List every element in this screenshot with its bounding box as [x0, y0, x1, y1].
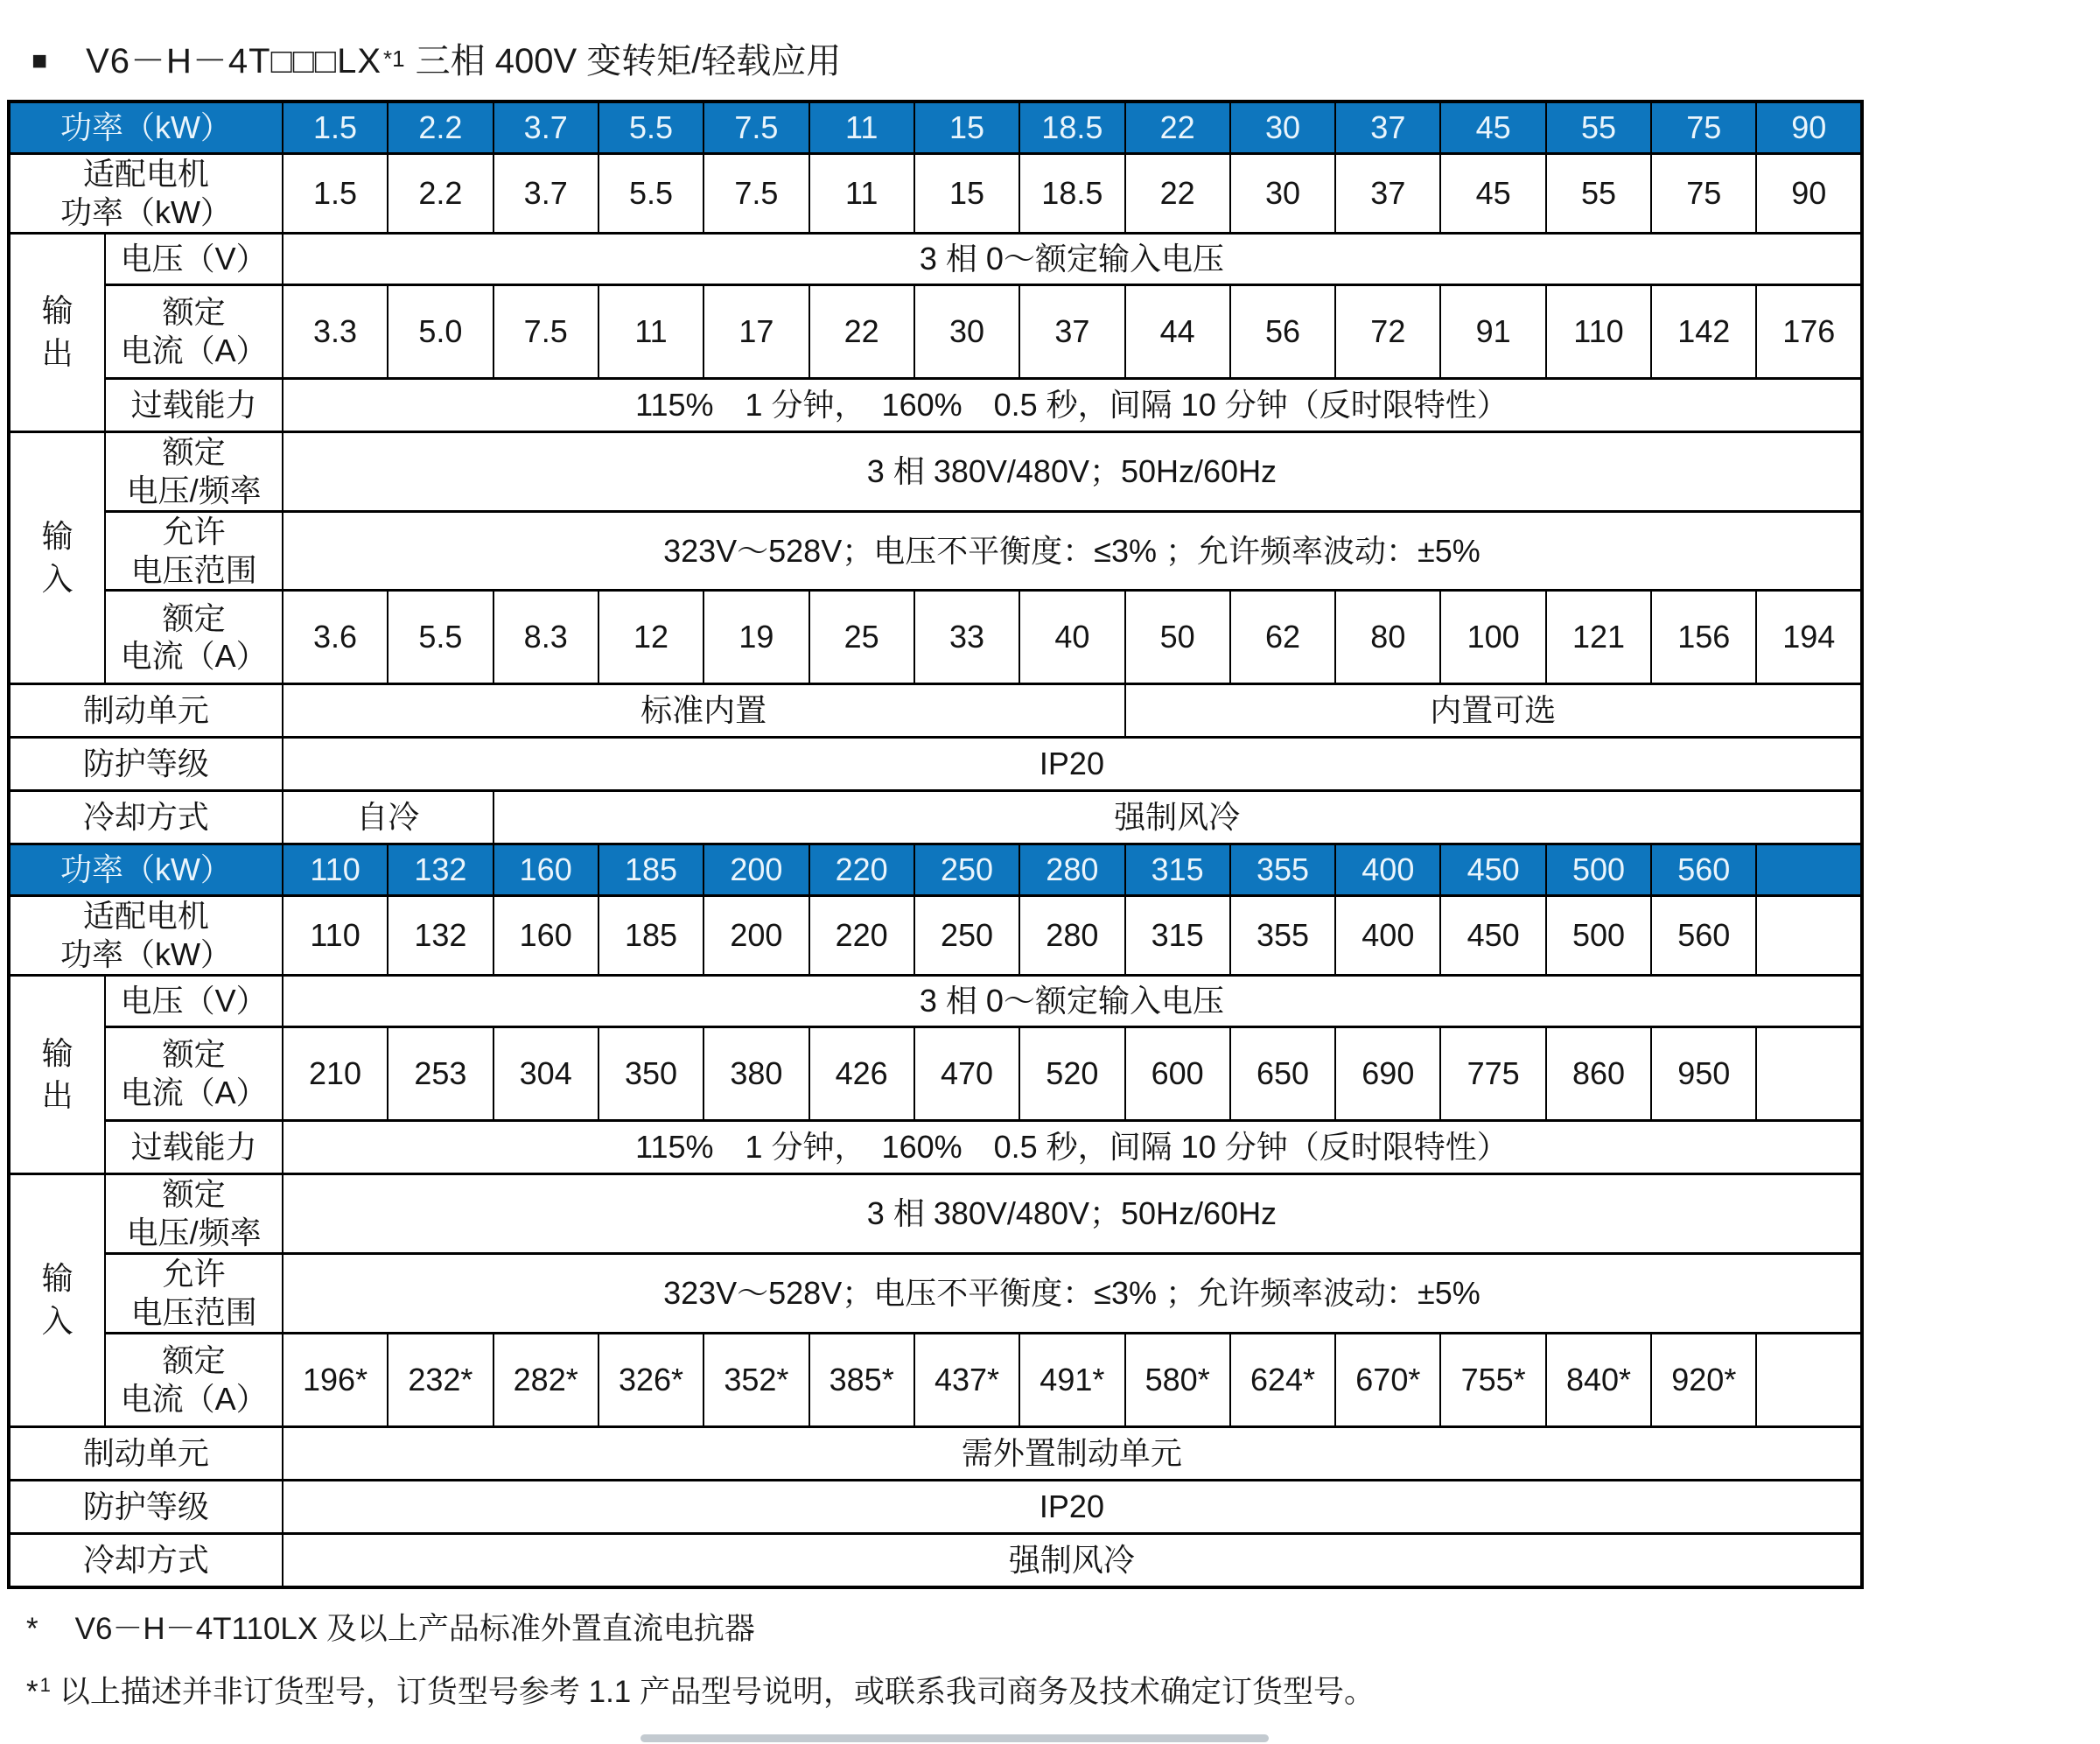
input-current-cell: 50 — [1125, 591, 1230, 684]
output-current-cell: 142 — [1651, 284, 1756, 378]
t2-input-current-row — [9, 1333, 1862, 1426]
output-current-cell: 950 — [1651, 1027, 1756, 1121]
overload-cell: 115% 1 分钟， 160% 0.5 秒，间隔 10 分钟（反时限特性） — [283, 378, 1862, 431]
input-current-cell: 352* — [704, 1333, 808, 1426]
voltage-row-label: 电压（V） — [105, 233, 283, 284]
cooling-label: 冷却方式 — [9, 1533, 283, 1587]
brake-unit-label: 制动单元 — [9, 684, 283, 738]
motor-power-cell: 132 — [388, 896, 493, 976]
t1-output-voltage-row — [9, 233, 1862, 284]
power-header-label: 功率（kW） — [9, 102, 283, 154]
t2-voltage-range-row — [9, 1254, 1862, 1334]
power-header-cell: 3.7 — [494, 102, 598, 154]
power-header-cell: 75 — [1651, 102, 1756, 154]
input-current-cell: 670* — [1335, 1333, 1440, 1426]
power-header-cell: 500 — [1546, 844, 1651, 896]
output-current-cell: 110 — [1546, 284, 1651, 378]
input-group-label — [9, 1174, 105, 1427]
power-header-cell: 185 — [598, 844, 704, 896]
motor-power-cell: 1.5 — [283, 154, 388, 234]
power-header-cell: 22 — [1125, 102, 1230, 154]
rated-vf-cell: 3 相 380V/480V；50Hz/60Hz — [283, 431, 1862, 511]
motor-power-cell: 110 — [283, 896, 388, 976]
t2-brake-row — [9, 1426, 1862, 1480]
label-line: 出 — [41, 334, 74, 371]
output-current-cell: 253 — [388, 1027, 493, 1121]
voltage-range-cell: 323V～528V；电压不平衡度：≤3% ；允许频率波动：±5% — [283, 511, 1862, 591]
input-current-cell: 12 — [598, 591, 704, 684]
motor-power-cell: 90 — [1756, 154, 1862, 234]
t2-motor-power-row — [9, 896, 1862, 976]
label-line: 电压/频率 — [126, 472, 262, 508]
label-line: 额定 — [162, 1341, 226, 1378]
power-header-cell: 11 — [809, 102, 914, 154]
overload-label: 过载能力 — [105, 1121, 283, 1174]
output-current-cell: 775 — [1440, 1027, 1545, 1121]
label-line: 额定 — [162, 433, 226, 470]
label-line: 电压范围 — [130, 1293, 257, 1330]
input-current-cell: 62 — [1230, 591, 1335, 684]
motor-power-cell: 11 — [809, 154, 914, 234]
cooling-label: 冷却方式 — [9, 791, 283, 844]
motor-power-cell: 200 — [704, 896, 808, 976]
input-current-cell: 100 — [1440, 591, 1545, 684]
protection-label: 防护等级 — [9, 738, 283, 791]
motor-power-cell: 280 — [1019, 896, 1124, 976]
motor-power-cell: 355 — [1230, 896, 1335, 976]
input-current-cell: 3.6 — [283, 591, 388, 684]
input-current-cell: 40 — [1019, 591, 1124, 684]
brake-optional-cell: 内置可选 — [1125, 684, 1863, 738]
input-current-cell — [1756, 1333, 1862, 1426]
t1-input-current-row — [9, 591, 1862, 684]
input-current-cell: 580* — [1125, 1333, 1230, 1426]
power-header-cell: 450 — [1440, 844, 1545, 896]
cooling-fan-cell: 强制风冷 — [494, 791, 1862, 844]
t1-motor-power-row — [9, 154, 1862, 234]
footnote-marker-sup: 1 — [39, 1673, 51, 1696]
label-line: 允许 — [162, 1256, 226, 1292]
label-line: 功率（kW） — [60, 936, 232, 973]
motor-power-label — [9, 896, 283, 976]
power-header-cell: 560 — [1651, 844, 1756, 896]
voltage-row-label: 电压（V） — [105, 976, 283, 1027]
output-current-cell: 44 — [1125, 284, 1230, 378]
power-header-cell: 90 — [1756, 102, 1862, 154]
motor-power-cell: 18.5 — [1019, 154, 1124, 234]
output-voltage-cell: 3 相 0～额定输入电压 — [283, 233, 1862, 284]
output-current-cell: 690 — [1335, 1027, 1440, 1121]
input-current-cell: 194 — [1756, 591, 1862, 684]
voltage-range-label — [105, 511, 283, 591]
power-header-cell: 7.5 — [704, 102, 808, 154]
output-group-label — [9, 976, 105, 1174]
label-line: 电流（A） — [120, 332, 268, 368]
motor-power-cell: 450 — [1440, 896, 1545, 976]
title-suffix: 三相 400V 变转矩/轻载应用 — [415, 42, 842, 81]
label-line: 入 — [41, 1303, 74, 1340]
output-current-cell: 210 — [283, 1027, 388, 1121]
rated-current-label — [105, 591, 283, 684]
power-header-cell — [1756, 844, 1862, 896]
output-current-cell: 11 — [598, 284, 704, 378]
t1-protection-row — [9, 738, 1862, 791]
output-current-cell: 17 — [704, 284, 808, 378]
power-header-cell: 45 — [1440, 102, 1545, 154]
label-line: 输 — [41, 292, 74, 329]
footnotes — [26, 1605, 2100, 1712]
rated-vf-label — [105, 431, 283, 511]
motor-power-cell: 250 — [914, 896, 1019, 976]
label-line: 允许 — [162, 513, 226, 550]
motor-power-cell: 400 — [1335, 896, 1440, 976]
output-current-cell: 176 — [1756, 284, 1862, 378]
motor-power-cell: 7.5 — [704, 154, 808, 234]
rated-current-label — [105, 1027, 283, 1121]
output-current-cell: 470 — [914, 1027, 1019, 1121]
t2-output-voltage-row — [9, 976, 1862, 1027]
power-header-cell: 250 — [914, 844, 1019, 896]
motor-power-cell: 160 — [494, 896, 598, 976]
power-header-cell: 18.5 — [1019, 102, 1124, 154]
output-current-cell: 380 — [704, 1027, 808, 1121]
output-current-cell: 860 — [1546, 1027, 1651, 1121]
label-line: 出 — [41, 1077, 74, 1114]
output-current-cell: 37 — [1019, 284, 1124, 378]
horizontal-scrollbar[interactable] — [640, 1734, 1269, 1742]
label-line: 额定 — [162, 293, 226, 330]
label-line: 额定 — [162, 599, 226, 636]
power-header-cell: 2.2 — [388, 102, 493, 154]
input-group-label — [9, 431, 105, 684]
footnote-marker: * — [26, 1674, 38, 1709]
input-current-cell: 437* — [914, 1333, 1019, 1426]
output-current-cell: 520 — [1019, 1027, 1124, 1121]
t2-overload-row — [9, 1121, 1862, 1174]
footnote-text: 以上描述并非订货型号，订货型号参考 1.1 产品型号说明，或联系我司商务及技术确定订货型号。 — [59, 1674, 1375, 1709]
rated-vf-label — [105, 1174, 283, 1254]
t1-cooling-row — [9, 791, 1862, 844]
output-current-cell: 304 — [494, 1027, 598, 1121]
motor-power-cell: 220 — [809, 896, 914, 976]
output-current-cell: 30 — [914, 284, 1019, 378]
power-header-cell: 355 — [1230, 844, 1335, 896]
protection-cell: IP20 — [283, 1480, 1862, 1533]
label-line: 输 — [41, 518, 74, 555]
input-current-cell: 80 — [1335, 591, 1440, 684]
motor-power-cell: 22 — [1125, 154, 1230, 234]
product-model: V6－H－4T□□□LX — [86, 42, 382, 81]
cooling-self-cell: 自冷 — [283, 791, 494, 844]
rated-vf-cell: 3 相 380V/480V；50Hz/60Hz — [283, 1174, 1862, 1254]
label-line: 额定 — [162, 1036, 226, 1073]
power-header-label: 功率（kW） — [9, 844, 283, 896]
power-header-cell: 160 — [494, 844, 598, 896]
overload-label: 过载能力 — [105, 378, 283, 431]
power-header-cell: 37 — [1335, 102, 1440, 154]
output-current-cell: 7.5 — [494, 284, 598, 378]
input-current-cell: 624* — [1230, 1333, 1335, 1426]
label-line: 入 — [41, 560, 74, 597]
power-header-cell: 400 — [1335, 844, 1440, 896]
t1-power-header-row — [9, 102, 1862, 154]
power-header-cell: 220 — [809, 844, 914, 896]
label-line: 额定 — [162, 1176, 226, 1213]
power-header-cell: 280 — [1019, 844, 1124, 896]
input-current-cell: 840* — [1546, 1333, 1651, 1426]
input-current-cell: 121 — [1546, 591, 1651, 684]
label-line: 电压/频率 — [126, 1215, 262, 1251]
title-footnote-ref: *1 — [383, 46, 405, 72]
output-current-cell: 350 — [598, 1027, 704, 1121]
label-line: 电流（A） — [120, 1380, 268, 1417]
power-header-cell: 200 — [704, 844, 808, 896]
label-line: 电流（A） — [120, 638, 268, 675]
power-header-cell: 5.5 — [598, 102, 704, 154]
label-line: 输 — [41, 1034, 74, 1071]
t1-brake-row — [9, 684, 1862, 738]
power-header-cell: 132 — [388, 844, 493, 896]
bullet-square-icon: ■ — [32, 46, 48, 75]
power-header-cell: 30 — [1230, 102, 1335, 154]
input-current-cell: 232* — [388, 1333, 493, 1426]
brake-builtin-cell: 标准内置 — [283, 684, 1125, 738]
power-header-cell: 315 — [1125, 844, 1230, 896]
power-header-cell: 1.5 — [283, 102, 388, 154]
input-current-cell: 920* — [1651, 1333, 1756, 1426]
motor-power-label — [9, 154, 283, 234]
output-current-cell: 3.3 — [283, 284, 388, 378]
voltage-range-label — [105, 1254, 283, 1334]
input-current-cell: 156 — [1651, 591, 1756, 684]
output-current-cell: 22 — [809, 284, 914, 378]
t1-rated-vf-row — [9, 431, 1862, 511]
input-current-cell: 491* — [1019, 1333, 1124, 1426]
input-current-cell: 196* — [283, 1333, 388, 1426]
t1-voltage-range-row — [9, 511, 1862, 591]
t2-rated-vf-row — [9, 1174, 1862, 1254]
motor-power-cell: 2.2 — [388, 154, 493, 234]
cooling-fan-cell: 强制风冷 — [283, 1533, 1862, 1587]
footnote-marker: * — [26, 1611, 38, 1646]
output-current-cell: 600 — [1125, 1027, 1230, 1121]
voltage-range-cell: 323V～528V；电压不平衡度：≤3% ；允许频率波动：±5% — [283, 1254, 1862, 1334]
t2-protection-row — [9, 1480, 1862, 1533]
input-current-cell: 8.3 — [494, 591, 598, 684]
t2-output-current-row — [9, 1027, 1862, 1121]
input-current-cell: 5.5 — [388, 591, 493, 684]
footnote-2 — [26, 1668, 2100, 1712]
t2-power-header-row — [9, 844, 1862, 896]
t2-cooling-row — [9, 1533, 1862, 1587]
motor-power-cell: 75 — [1651, 154, 1756, 234]
overload-cell: 115% 1 分钟， 160% 0.5 秒，间隔 10 分钟（反时限特性） — [283, 1121, 1862, 1174]
footnote-text: V6－H－4T110LX 及以上产品标准外置直流电抗器 — [74, 1611, 755, 1646]
t1-output-current-row — [9, 284, 1862, 378]
input-current-cell: 25 — [809, 591, 914, 684]
motor-power-cell: 500 — [1546, 896, 1651, 976]
brake-unit-label: 制动单元 — [9, 1426, 283, 1480]
motor-power-cell: 55 — [1546, 154, 1651, 234]
label-line: 适配电机 — [82, 898, 209, 935]
motor-power-cell: 30 — [1230, 154, 1335, 234]
power-header-cell: 55 — [1546, 102, 1651, 154]
brake-external-cell: 需外置制动单元 — [283, 1426, 1862, 1480]
output-voltage-cell: 3 相 0～额定输入电压 — [283, 976, 1862, 1027]
motor-power-cell: 45 — [1440, 154, 1545, 234]
protection-label: 防护等级 — [9, 1480, 283, 1533]
input-current-cell: 385* — [809, 1333, 914, 1426]
motor-power-cell: 3.7 — [494, 154, 598, 234]
input-current-cell: 19 — [704, 591, 808, 684]
label-line: 适配电机 — [82, 156, 209, 192]
label-line: 电压范围 — [130, 551, 257, 588]
output-current-cell: 91 — [1440, 284, 1545, 378]
output-current-cell: 5.0 — [388, 284, 493, 378]
spec-table — [7, 100, 1864, 1589]
output-current-cell: 650 — [1230, 1027, 1335, 1121]
motor-power-cell: 315 — [1125, 896, 1230, 976]
power-header-cell: 110 — [283, 844, 388, 896]
t1-overload-row — [9, 378, 1862, 431]
motor-power-cell: 15 — [914, 154, 1019, 234]
label-line: 电流（A） — [120, 1075, 268, 1111]
protection-cell: IP20 — [283, 738, 1862, 791]
output-current-cell: 426 — [809, 1027, 914, 1121]
motor-power-cell: 5.5 — [598, 154, 704, 234]
output-current-cell — [1756, 1027, 1862, 1121]
rated-current-label — [105, 284, 283, 378]
page-title — [32, 40, 2100, 82]
motor-power-cell: 185 — [598, 896, 704, 976]
output-group-label — [9, 233, 105, 431]
motor-power-cell: 37 — [1335, 154, 1440, 234]
input-current-cell: 755* — [1440, 1333, 1545, 1426]
input-current-cell: 33 — [914, 591, 1019, 684]
input-current-cell: 326* — [598, 1333, 704, 1426]
power-header-cell: 15 — [914, 102, 1019, 154]
motor-power-cell — [1756, 896, 1862, 976]
output-current-cell: 72 — [1335, 284, 1440, 378]
label-line: 输 — [41, 1260, 74, 1297]
motor-power-cell: 560 — [1651, 896, 1756, 976]
output-current-cell: 56 — [1230, 284, 1335, 378]
input-current-cell: 282* — [494, 1333, 598, 1426]
rated-current-label — [105, 1333, 283, 1426]
footnote-1 — [26, 1605, 2100, 1649]
label-line: 功率（kW） — [60, 193, 232, 230]
